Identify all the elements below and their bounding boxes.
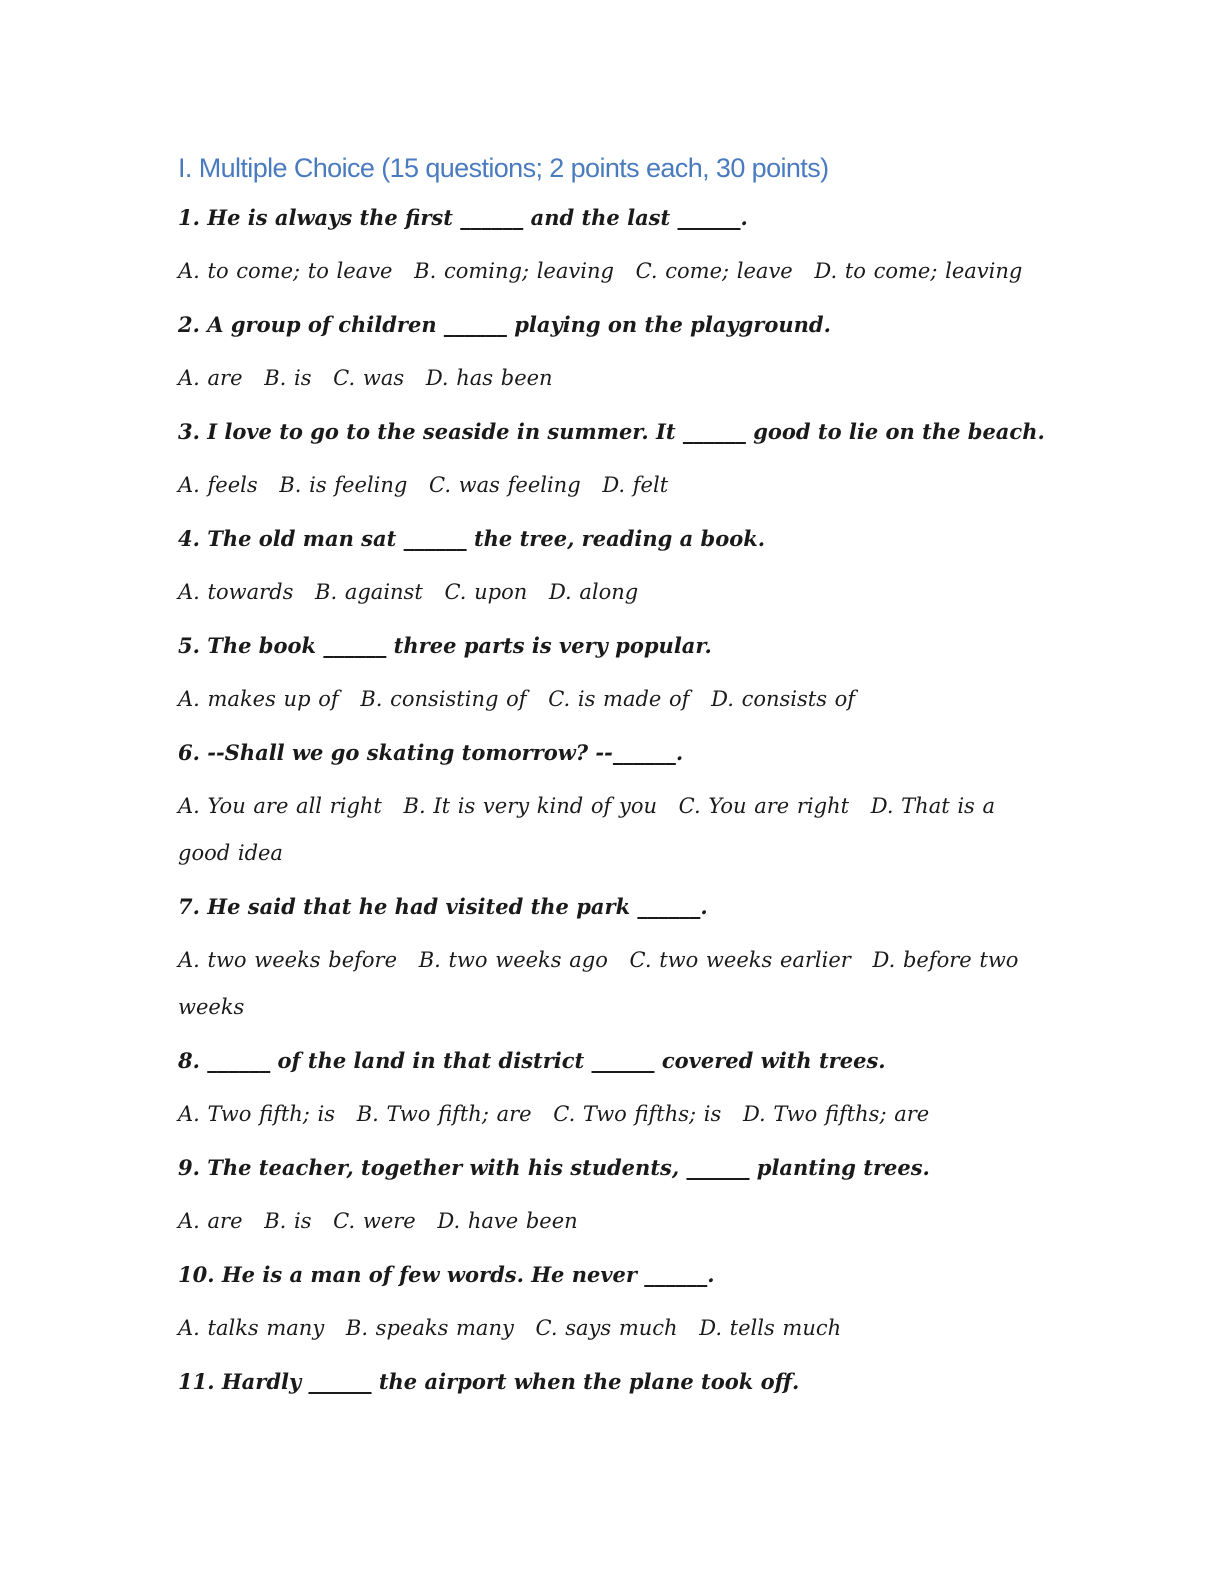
question-stem: 3. I love to go to the seaside in summer. It ______ good to lie on the beach. (178, 419, 1045, 444)
answer-option: C. was (333, 366, 405, 390)
answer-option: B. is (264, 1209, 312, 1233)
answer-options (178, 1091, 1038, 1138)
answer-option: B. consisting of (360, 687, 527, 711)
question-stem: 4. The old man sat ______ the tree, reading a book. (178, 526, 766, 551)
answer-options (178, 676, 1038, 723)
answer-option: C. says much (535, 1316, 678, 1340)
answer-option: B. is (264, 366, 312, 390)
answer-option: A. are (178, 1209, 243, 1233)
answer-option: D. Two fifths; are (742, 1102, 930, 1126)
answer-option: C. upon (444, 580, 528, 604)
answer-option: B. speaks many (345, 1316, 514, 1340)
section-title: I. Multiple Choice (15 questions; 2 points each, 30 points) (178, 153, 829, 183)
answer-option: C. is made of (548, 687, 690, 711)
question-stem: 5. The book ______ three parts is very popular. (178, 633, 712, 658)
answer-option: D. before two weeks (178, 948, 1019, 1019)
answer-option: A. talks many (178, 1316, 325, 1340)
question-stem: 8. ______ of the land in that district ______ covered with trees. (178, 1048, 886, 1073)
answer-option: D. tells much (699, 1316, 842, 1340)
answer-option: D. has been (425, 366, 553, 390)
answer-option: A. towards (178, 580, 294, 604)
answer-options (178, 462, 1038, 509)
answer-option: B. against (315, 580, 423, 604)
exam-page (178, 148, 1045, 1420)
answer-options (178, 783, 1038, 877)
question-stem: 6. --Shall we go skating tomorrow? --______. (178, 740, 684, 765)
answer-option: C. were (333, 1209, 416, 1233)
answer-option: B. It is very kind of you (403, 794, 657, 818)
answer-option: D. consists of (711, 687, 856, 711)
answer-option: B. coming; leaving (414, 259, 614, 283)
question-stem: 10. He is a man of few words. He never ______. (178, 1262, 715, 1287)
answer-option: C. Two fifths; is (553, 1102, 722, 1126)
answer-options (178, 1198, 1038, 1245)
answer-option: A. makes up of (178, 687, 339, 711)
answer-option: A. two weeks before (178, 948, 398, 972)
question-stem: 1. He is always the first ______ and the last ______. (178, 205, 748, 230)
answer-option: D. to come; leaving (814, 259, 1023, 283)
answer-options (178, 1305, 1038, 1352)
answer-option: C. You are right (678, 794, 850, 818)
answer-options (178, 569, 1038, 616)
question-list (178, 202, 1045, 1398)
answer-option: C. come; leave (635, 259, 793, 283)
answer-option: D. along (548, 580, 639, 604)
answer-option: D. have been (437, 1209, 578, 1233)
answer-option: A. to come; to leave (178, 259, 393, 283)
answer-option: A. are (178, 366, 243, 390)
answer-options (178, 248, 1038, 295)
answer-option: A. Two fifth; is (178, 1102, 336, 1126)
answer-options (178, 937, 1038, 1031)
answer-option: B. Two fifth; are (356, 1102, 532, 1126)
answer-option: D. felt (602, 473, 669, 497)
answer-option: C. two weeks earlier (629, 948, 851, 972)
answer-option: B. is feeling (279, 473, 408, 497)
question-stem: 2. A group of children ______ playing on the playground. (178, 312, 831, 337)
answer-option: C. was feeling (429, 473, 581, 497)
answer-option: A. You are all right (178, 794, 382, 818)
answer-option: B. two weeks ago (418, 948, 608, 972)
answer-options (178, 355, 1038, 402)
answer-option: D. That is a good idea (178, 794, 996, 865)
question-stem: 9. The teacher, together with his students, ______ planting trees. (178, 1155, 930, 1180)
question-stem: 11. Hardly ______ the airport when the plane took off. (178, 1369, 800, 1394)
question-stem: 7. He said that he had visited the park ______. (178, 894, 708, 919)
answer-option: A. feels (178, 473, 258, 497)
